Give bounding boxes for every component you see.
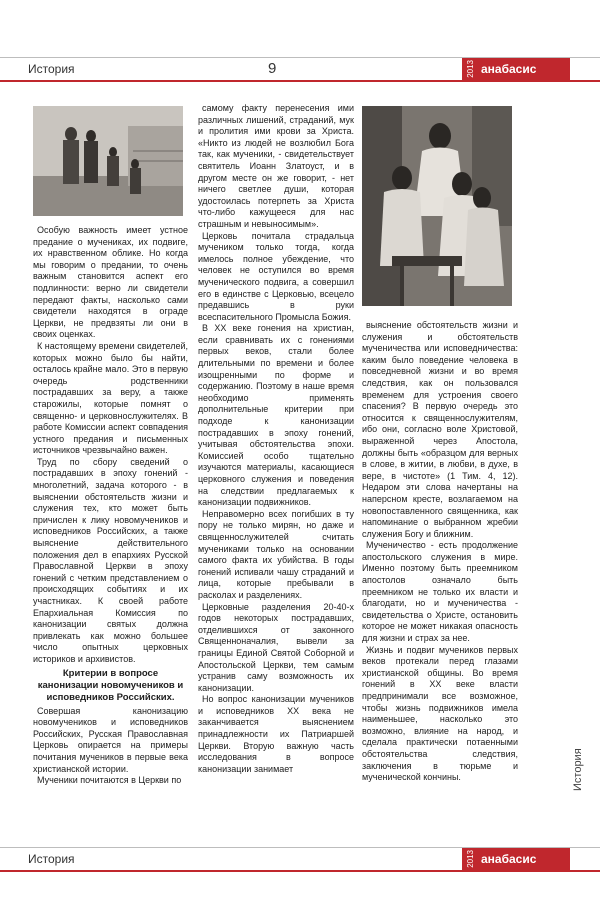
page-header [0,58,600,82]
header-section-title: История [28,62,75,76]
paragraph: Особую важность имеет устное предание о мучениках, их подвиге, их нравственном облике. Но когда мы говорим о предании, то очень важным становится аспект его подлинности: верно ли свидетели передают факты, насколько сами свидетели находятся в ограде Церкви, не предвзяты ли они в своих оценках. [33,225,188,340]
magazine-badge [462,58,570,80]
paragraph: Совершая канонизацию новомучеников и исповедников Российских, Русская Православная Церковь опирается на примеры почитания мучеников в первые века христианской истории. [33,705,188,774]
header-rule [0,80,600,82]
paragraph: Неправомерно всех погибших в ту пору не только мирян, но даже и священнослужителей считать мучениками только на основании самого факта их убийства. В годы гонений испивали чашу страданий и лица, которые пребывали в расколах и разделениях. [198,508,354,600]
historical-photo-portrait [362,106,512,306]
side-section-label: История [572,748,584,792]
paragraph: Церковные разделения 20-40-х годов некоторых пострадавших, отделившихся от законного Священноначалия, вывели за границы Единой Святой Соборной и Апостольской Церкви, тем самым устранив саму возможность их канонизации. [198,601,354,693]
text-column-2 [198,103,354,775]
text-column-3 [362,320,518,784]
footer-magazine-year: 2013 [466,850,475,868]
paragraph: К настоящему времени свидетелей, которых можно было бы найти, осталось крайне мало. Это в первую очередь родственники пострадавших за веру, а также старожилы, которые помнят о священно- и церковнослужителях. В работе Комиссии аспект совпадения устного предания и письменных источников чрезвычайно важен. [33,340,188,456]
paragraph: Церковь почитала страдальца мучеником только тогда, когда имелось полное убеждение, что человек не оступился во время мученического подвига, а совершил его в единстве с Церковью, всецело предавшись в руки всеспасительного Промысла Божия. [198,230,354,322]
text-column-1 [33,225,188,787]
magazine-name: анабасис [481,62,537,76]
paragraph: самому факту перенесения ими различных лишений, страданий, мук и пролития ими крови за Христа. «Никто из людей не возлюбил Бога так, как мученики, - свидетельствует святитель Иоанн Златоуст, и в другом месте он же говорит, - нет ничего светлее души, которая удостоилась потерпеть за Христа что-либо кажущееся для нас страшным и невыносимым». [198,103,354,229]
paragraph: Труд по сбору сведений о пострадавших в эпоху гонений - многолетний, задача которого - в выяснении обстоятельств жизни и служения тех, кто может быть причислен к лику новомучеников и исповедников Российских, а также выяснение действительного положения дел в епархиях Русской Православной Церкви в эпоху гонений с четким представлением о происходящих событиях и их участниках. К своей работе Епархиальная Комиссия по канонизации святых должна привлекать как можно большее число опытных церковных историков и архивистов. [33,456,188,664]
paragraph: Мученичество - есть продолжение апостольского служения в мире. Именно поэтому быть преемником апостолов означало быть преемником не только их власти и благодати, но и мученичества - свидетельства о Христе, остановить которое не может никакая опасность для жизни и страх за нее. [362,540,518,644]
photo-group-figures [33,106,183,216]
section-subheading: Критерии в вопросе канонизации новомучеников и исповедников Российских. [37,667,184,703]
historical-photo-group [33,106,183,216]
paragraph: Жизнь и подвиг мучеников первых веков протекали перед глазами христианской общины. Во время гонений в XX веке власти предпринимали все возможное, чтобы жизнь подвижников имела наименьшее, насколько это возможно, влияние на народ, и сделала практически потаенными обстоятельства следствия, заключения в тюрьме и мученической кончины. [362,644,518,783]
footer-section-title: История [28,852,75,866]
page-number: 9 [268,60,277,77]
magazine-year: 2013 [466,60,475,78]
paragraph: выяснение обстоятельств жизни и служения и обстоятельств мученичества или исповедничества: каким было поведение человека в повседневной жизни и во время следствия, как он пользовался временем для устроения своего спасения? В первую очередь это относится к священнослужителям, ибо они, согласно воле Христовой, выраженной через Апостола, должны быть «образцом для верных в слове, в житии, в любви, в духе, в вере, в чистоте» (1 Тим. 4, 12). Недаром эти слова начертаны на наперсном кресте, возлагаемом на новопоставленного священника, как напоминание о выбранном жребии служения Богу и ближним. [362,320,518,539]
photo-portrait-figures [362,106,512,306]
footer-rule [0,870,600,872]
footer-magazine-badge [462,848,570,870]
paragraph: Но вопрос канонизации мучеников и исповедников XX века не заканчивается выяснением принадлежности их Патриаршей Церкви. Вторую важную часть исследования в вопросе канонизации занимает [198,694,354,774]
footer-magazine-name: анабасис [481,852,537,866]
page-footer [0,848,600,872]
paragraph: В XX веке гонения на христиан, если сравнивать их с гонениями первых веков, стали более длительными по времени и более изощренными по форме и содержанию. Поэтому в наше время необходимо применять дополнительные критерии при подходе к канонизации пострадавших в эпоху гонений, учитывая обстоятельства эпохи. Комиссией особо тщательно изучаются материалы, касающиеся церковного служения и поведения на следствии предлагаемых к канонизации подвижников. [198,323,354,508]
paragraph: Мученики почитаются в Церкви по [37,775,182,786]
